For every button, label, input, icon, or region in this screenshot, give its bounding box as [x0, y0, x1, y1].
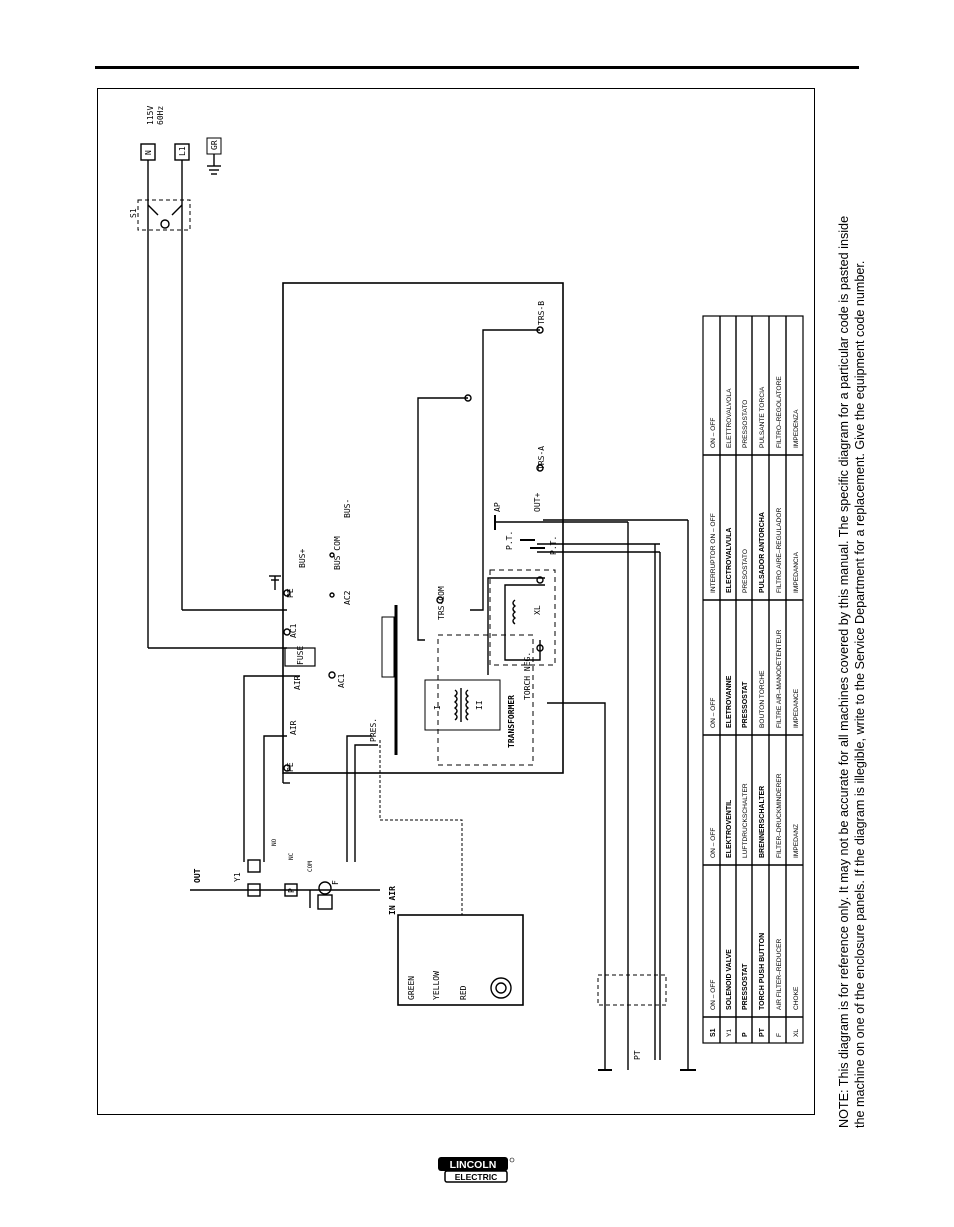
legend-r5-c5: IMPEDENZA: [793, 409, 800, 448]
legend-r1-c5: ELETTROVALVOLA: [726, 388, 733, 448]
ap-label: AP: [493, 502, 502, 512]
legend-table: [703, 316, 803, 1043]
legend-r0-c0: S1: [710, 1028, 717, 1037]
legend-r0-c2: ON – OFF: [710, 827, 717, 858]
ac2-label: AC2: [343, 590, 352, 605]
pt-label-1: P.T.: [505, 530, 514, 550]
legend-r4-c3: FILTRE AIR–MANODETENTEUR: [776, 629, 783, 728]
legend-r3-c3: BOUTON TORCHE: [759, 670, 766, 728]
legend-r3-c5: PULSANTE TORCIA: [759, 386, 766, 448]
legend-r1-c0: Y1: [726, 1028, 733, 1037]
note-line-2: the machine on one of the enclosure panels. If the diagram is illegible, write to the Service Department for a replacement. Give the equipment code number.: [853, 260, 867, 1128]
logo-bottom-text: ELECTRIC: [454, 1172, 498, 1182]
y1-label: Y1: [233, 872, 242, 882]
fuse-label: FUSE: [296, 645, 305, 665]
n-label: N: [144, 150, 153, 155]
pres-label: PRES.: [369, 717, 378, 742]
legend-r3-c0: PT: [759, 1028, 766, 1037]
legend-r5-c0: XL: [793, 1028, 800, 1037]
legend-r0-c5: ON – OFF: [710, 417, 717, 448]
legend-r0-c3: ON – OFF: [710, 697, 717, 728]
out-plus-label: OUT+: [533, 492, 542, 512]
winding-1-label: I: [433, 705, 442, 710]
legend-r5-c1: CHOKE: [793, 986, 800, 1010]
legend-r3-c2: BRENNERSCHALTER: [759, 785, 766, 858]
legend-r2-c3: PRESSOSTAT: [742, 681, 749, 728]
legend-r4-c2: FILTER–DRUCKMINDERER: [776, 773, 783, 858]
trs-b-label: TRS-B: [537, 300, 546, 325]
legend-r0-c4: INTERRUPTOR ON – OFF: [710, 513, 717, 593]
trs-com-label: TRS-COM: [437, 586, 446, 620]
legend-r2-c5: PRESSOSTATO: [742, 399, 749, 448]
legend-r5-c3: IMPEDANCE: [793, 688, 800, 728]
reference-note: [836, 78, 868, 1128]
air-label-1: AIR: [293, 675, 302, 690]
out-label: OUT: [193, 868, 202, 883]
s1-label: S1: [129, 208, 138, 218]
ac1-bottom-label: AC1: [337, 673, 346, 688]
legend-r2-c4: PRESOSTATO: [742, 549, 749, 593]
legend-r1-c2: ELEKTROVENTIL: [726, 799, 733, 858]
winding-2-label: II: [475, 700, 484, 710]
nc-label: NC: [288, 852, 295, 860]
air-label-2: AIR: [289, 720, 298, 735]
supply-frequency: 60Hz: [156, 105, 165, 125]
bus-plus-label: BUS+: [298, 548, 307, 568]
ac1-top-label: AC1: [289, 623, 298, 638]
legend-r5-c2: IMPEDANZ: [793, 823, 800, 858]
trs-a-label: TRS-A: [537, 445, 546, 470]
legend-r4-c0: F: [776, 1032, 783, 1037]
red-label: RED: [459, 985, 468, 1000]
pe-top-label: PE: [286, 588, 295, 598]
pt-label-2: P.T.: [549, 535, 558, 555]
legend-r3-c1: TORCH PUSH BUTTON: [759, 932, 766, 1010]
l1-label: L1: [178, 146, 187, 156]
in-air-label: IN AIR: [388, 886, 397, 915]
legend-r2-c2: LUFTDRUCKSCHALTER: [742, 783, 749, 858]
pt-connector-label: PT: [633, 1050, 642, 1060]
gr-label: GR: [210, 140, 219, 150]
legend-r2-c1: PRESSOSTAT: [742, 963, 749, 1010]
legend-r4-c4: FILTRO AIRE–REGULADOR: [776, 507, 783, 593]
torch-neg-label: TORCH NEG.: [523, 651, 532, 700]
legend-r3-c4: PULSADOR ANTORCHA: [759, 512, 766, 593]
lincoln-electric-logo: [437, 1155, 517, 1186]
transformer-label: TRANSFORMER: [507, 695, 516, 748]
legend-r0-c1: ON – OFF: [710, 979, 717, 1010]
legend-r5-c4: IMPEDANCIA: [793, 551, 800, 593]
legend-r1-c1: SOLENOID VALVE: [726, 949, 733, 1010]
legend-r2-c0: P: [742, 1032, 749, 1037]
bus-minus-label: BUS-: [343, 498, 352, 518]
legend-r1-c4: ELECTROVALVULA: [726, 527, 733, 593]
legend-r4-c5: FILTRO–REGOLATORE: [776, 376, 783, 448]
xl-label: XL: [533, 605, 542, 615]
pe-bottom-label: PE: [286, 762, 295, 772]
green-label: GREEN: [407, 975, 416, 1000]
p-label: P: [287, 888, 296, 893]
no-label: NO: [271, 838, 278, 846]
com-label: COM: [307, 861, 314, 872]
yellow-label: YELLOW: [432, 971, 441, 1000]
connector-strip: [382, 617, 394, 677]
main-board: [283, 283, 563, 773]
legend-r4-c1: AIR FILTER–REDUCER: [776, 938, 783, 1010]
legend-r1-c3: ELETROVANNE: [726, 675, 733, 728]
logo-top-text: LINCOLN: [449, 1159, 497, 1171]
supply-voltage: 115V: [146, 105, 155, 125]
f-label: F: [331, 880, 340, 885]
bus-com-label: BUS COM: [333, 536, 342, 570]
note-line-1: NOTE: This diagram is for reference only. It may not be accurate for all machines covered by this manual. The specific diagram for a particular code is pasted inside: [837, 215, 851, 1128]
